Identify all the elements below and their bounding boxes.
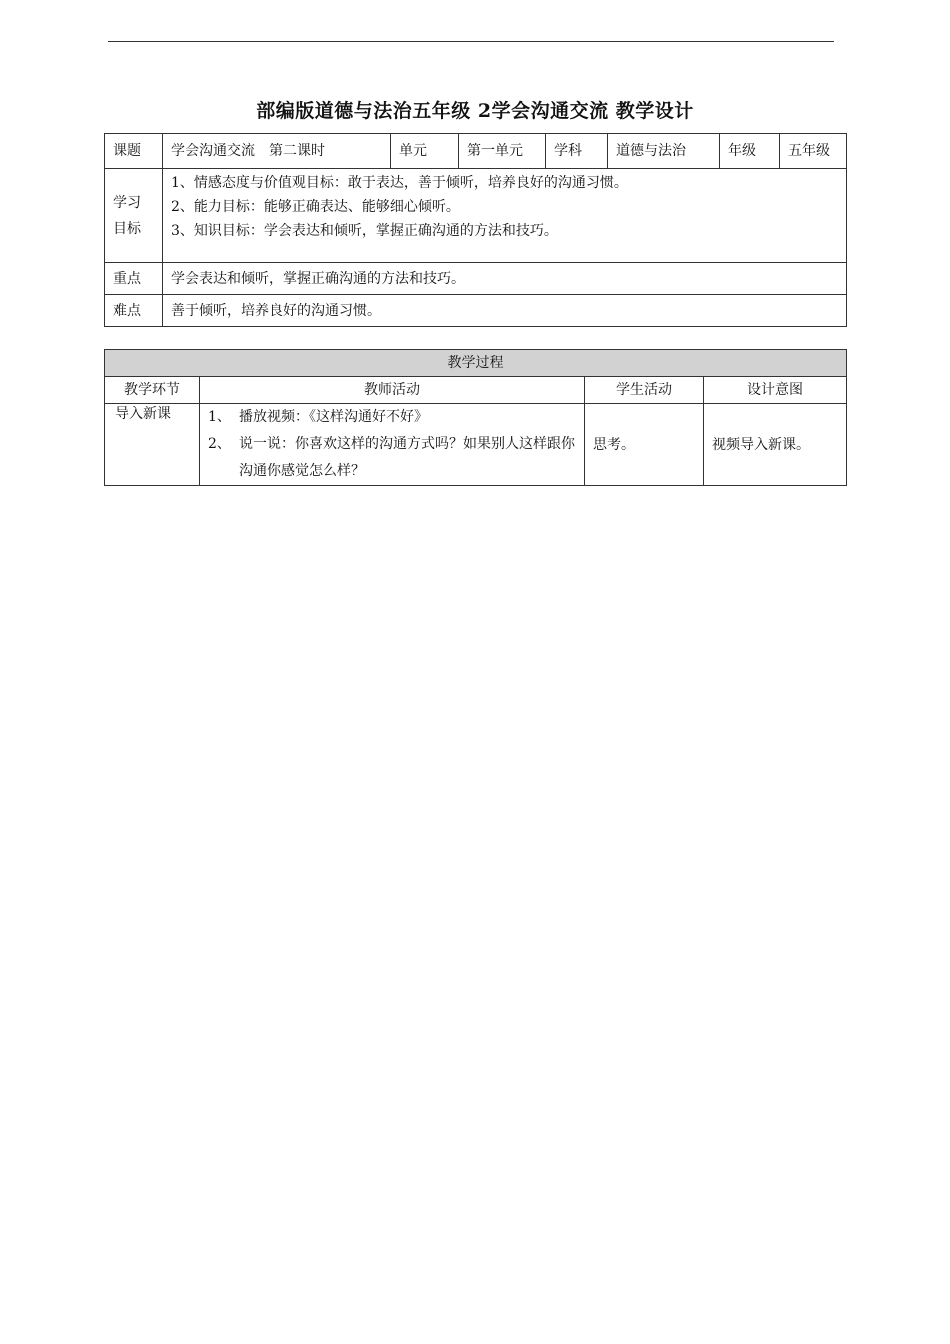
info-header-row bbox=[105, 134, 847, 169]
unit-value: 第一单元 bbox=[459, 134, 546, 169]
difficulty-label: 难点 bbox=[105, 295, 163, 327]
lesson-info-table bbox=[104, 133, 847, 327]
grade-value: 五年级 bbox=[780, 134, 847, 169]
difficulty-value: 善于倾听，培养良好的沟通习惯。 bbox=[163, 295, 847, 327]
activity-item bbox=[208, 431, 576, 485]
table-row bbox=[105, 404, 847, 486]
goals-label-line2: 目标 bbox=[113, 220, 141, 237]
key-point-value: 学会表达和倾听，掌握正确沟通的方法和技巧。 bbox=[163, 263, 847, 295]
column-header-intent: 设计意图 bbox=[704, 377, 847, 404]
column-header-teacher: 教师活动 bbox=[200, 377, 585, 404]
process-title-row bbox=[105, 350, 847, 377]
process-header-row bbox=[105, 377, 847, 404]
unit-label: 单元 bbox=[391, 134, 459, 169]
goals-list bbox=[163, 169, 847, 263]
subject-value: 道德与法治 bbox=[608, 134, 720, 169]
process-title: 教学过程 bbox=[105, 350, 847, 377]
student-activity-cell: 思考。 bbox=[585, 404, 704, 486]
key-point-label: 重点 bbox=[105, 263, 163, 295]
document-title: 部编版道德与法治五年级 2学会沟通交流 教学设计 bbox=[256, 100, 694, 122]
activity-number: 1、 bbox=[208, 409, 231, 425]
goal-item: 1、情感态度与价值观目标：敢于表达，善于倾听，培养良好的沟通习惯。 bbox=[171, 175, 628, 191]
column-header-student: 学生活动 bbox=[585, 377, 704, 404]
topic-label: 课题 bbox=[105, 134, 163, 169]
difficulty-row bbox=[105, 295, 847, 327]
goals-row bbox=[105, 169, 847, 263]
stage-cell: 导入新课 bbox=[105, 404, 200, 486]
activity-text: 说一说：你喜欢这样的沟通方式吗？如果别人这样跟你沟通你感觉怎么样？ bbox=[239, 436, 575, 479]
design-intent-cell: 视频导入新课。 bbox=[704, 404, 847, 486]
grade-label: 年级 bbox=[720, 134, 780, 169]
goals-label bbox=[105, 169, 163, 263]
goals-label-line1: 学习 bbox=[113, 194, 141, 211]
teacher-activity-cell bbox=[200, 404, 585, 486]
activity-text: 播放视频：《这样沟通好不好》 bbox=[239, 409, 428, 425]
key-point-row bbox=[105, 263, 847, 295]
activity-number: 2、 bbox=[208, 436, 231, 452]
column-header-stage: 教学环节 bbox=[105, 377, 200, 404]
activity-item bbox=[208, 404, 576, 431]
goal-item: 3、知识目标：学会表达和倾听，掌握正确沟通的方法和技巧。 bbox=[171, 223, 558, 239]
goal-item: 2、能力目标：能够正确表达、能够细心倾听。 bbox=[171, 199, 460, 215]
subject-label: 学科 bbox=[546, 134, 608, 169]
topic-value: 学会沟通交流 第二课时 bbox=[163, 134, 391, 169]
header-rule bbox=[108, 41, 834, 42]
teaching-process-table bbox=[104, 349, 847, 486]
